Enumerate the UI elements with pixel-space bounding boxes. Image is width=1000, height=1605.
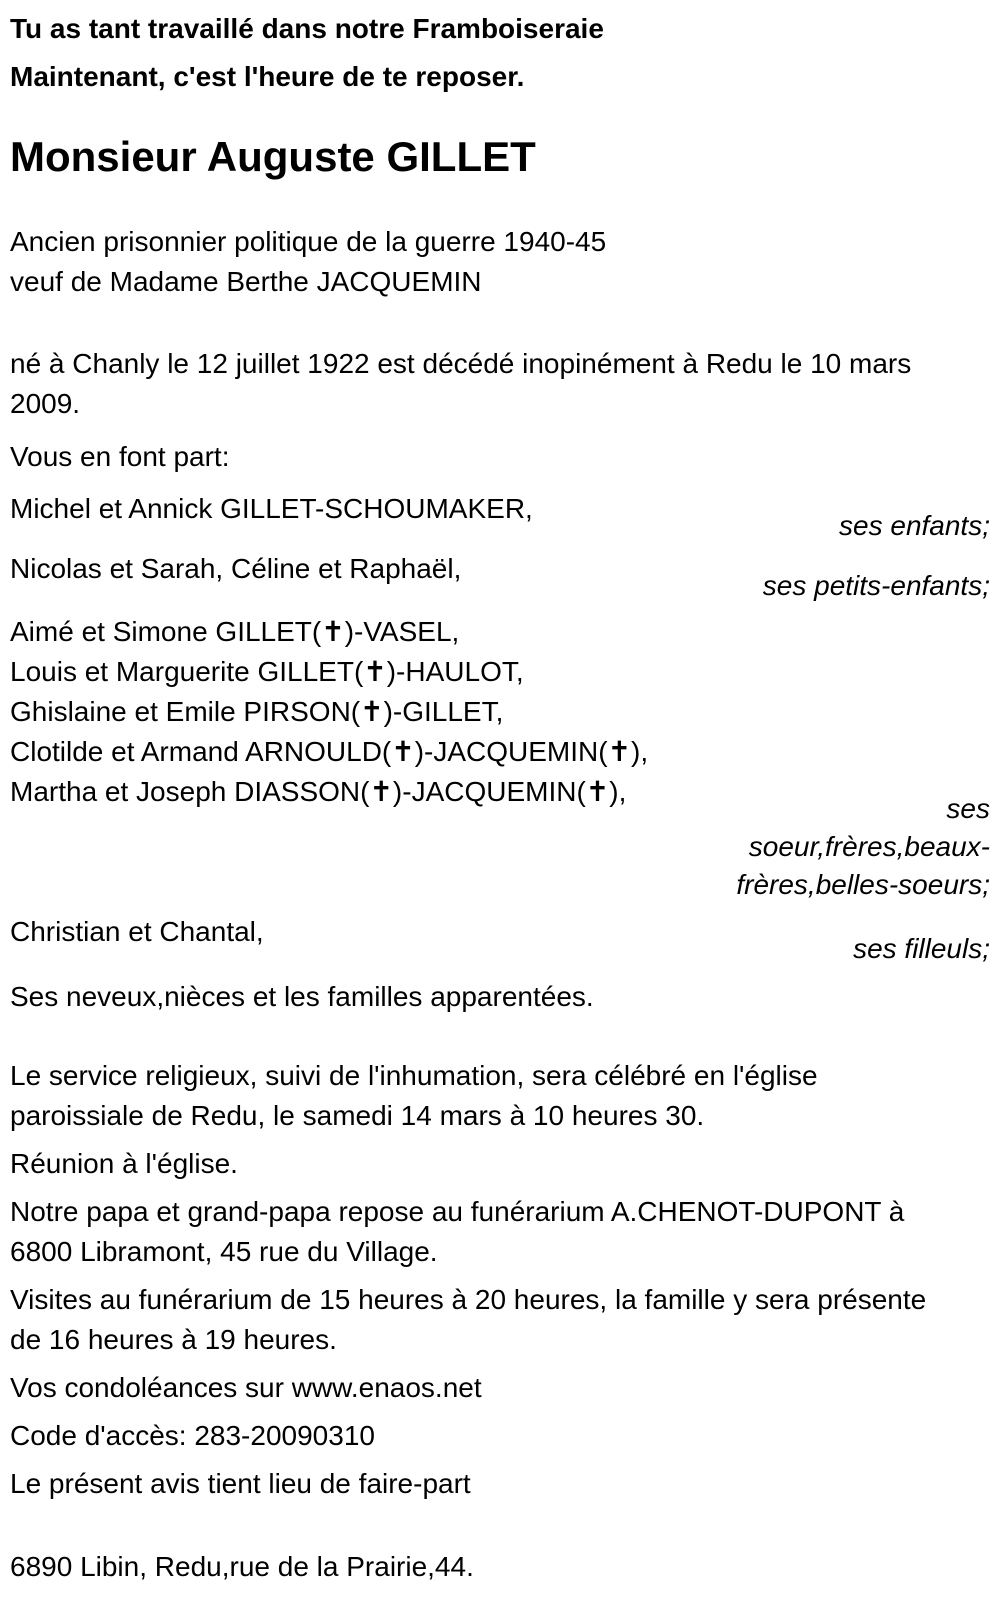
survivor-name-group [10,612,990,812]
repose-location [10,1192,990,1272]
repose-line-1: Notre papa et grand-papa repose au funérarium A.CHENOT-DUPONT à [10,1196,905,1227]
survivor-name: Christian et Chantal, [10,916,264,947]
reunion-note: Réunion à l'église. [10,1148,238,1179]
survivor-name: Michel et Annick GILLET-SCHOUMAKER, [10,493,533,524]
survivor-name: Ses neveux,nièces et les familles apparentées. [10,981,594,1012]
footer-address: 6890 Libin, Redu,rue de la Prairie,44. [10,1551,474,1582]
relation-line: ses [946,793,990,824]
notice-statement: Le présent avis tient lieu de faire-part [10,1468,471,1499]
service-details [10,1056,990,1136]
survivor-name: Ghislaine et Emile PIRSON(✝)-GILLET, [10,696,504,727]
service-line-2: paroissiale de Redu, le samedi 14 mars à 10 heures 30. [10,1100,705,1131]
intro-line-2: veuf de Madame Berthe JACQUEMIN [10,266,482,297]
intro-line-1: Ancien prisonnier politique de la guerre 1940-45 [10,226,607,257]
relation-line: frères,belles-soeurs; [736,869,990,900]
survivor-name: Nicolas et Sarah, Céline et Raphaël, [10,553,462,584]
repose-line-2: 6800 Libramont, 45 rue du Village. [10,1236,438,1267]
page-title: Monsieur Auguste GILLET [10,133,536,180]
relation-label: ses enfants; [839,510,990,541]
relation-line: soeur,frères,beaux- [748,831,990,862]
epitaph [10,5,990,101]
visits-line-1: Visites au funérarium de 15 heures à 20 heures, la famille y sera présente [10,1284,927,1315]
epitaph-line-1: Tu as tant travaillé dans notre Framboiseraie [10,13,604,44]
condolences-note: Vos condoléances sur www.enaos.net [10,1372,482,1403]
survivor-name: Martha et Joseph DIASSON(✝)-JACQUEMIN(✝), [10,776,627,807]
intro-paragraph [10,222,990,302]
announcers-label: Vous en font part: [10,441,230,472]
visiting-hours [10,1280,990,1360]
death-announcement [10,344,990,424]
visits-line-2: de 16 heures à 19 heures. [10,1324,337,1355]
death-announcement-line-1: né à Chanly le 12 juillet 1922 est décédé inopinément à Redu le 10 mars [10,348,912,379]
epitaph-line-2: Maintenant, c'est l'heure de te reposer. [10,61,525,92]
relation-label: ses filleuls; [853,933,990,964]
survivor-name: Clotilde et Armand ARNOULD(✝)-JACQUEMIN(✝), [10,736,649,767]
survivor-name: Aimé et Simone GILLET(✝)-VASEL, [10,616,460,647]
survivor-name: Louis et Marguerite GILLET(✝)-HAULOT, [10,656,524,687]
death-announcement-line-2: 2009. [10,388,81,419]
access-code: Code d'accès: 283-20090310 [10,1420,375,1451]
survivors-list [10,489,990,1017]
relation-label: ses petits-enfants; [762,570,990,601]
service-line-1: Le service religieux, suivi de l'inhumation, sera célébré en l'église [10,1060,818,1091]
